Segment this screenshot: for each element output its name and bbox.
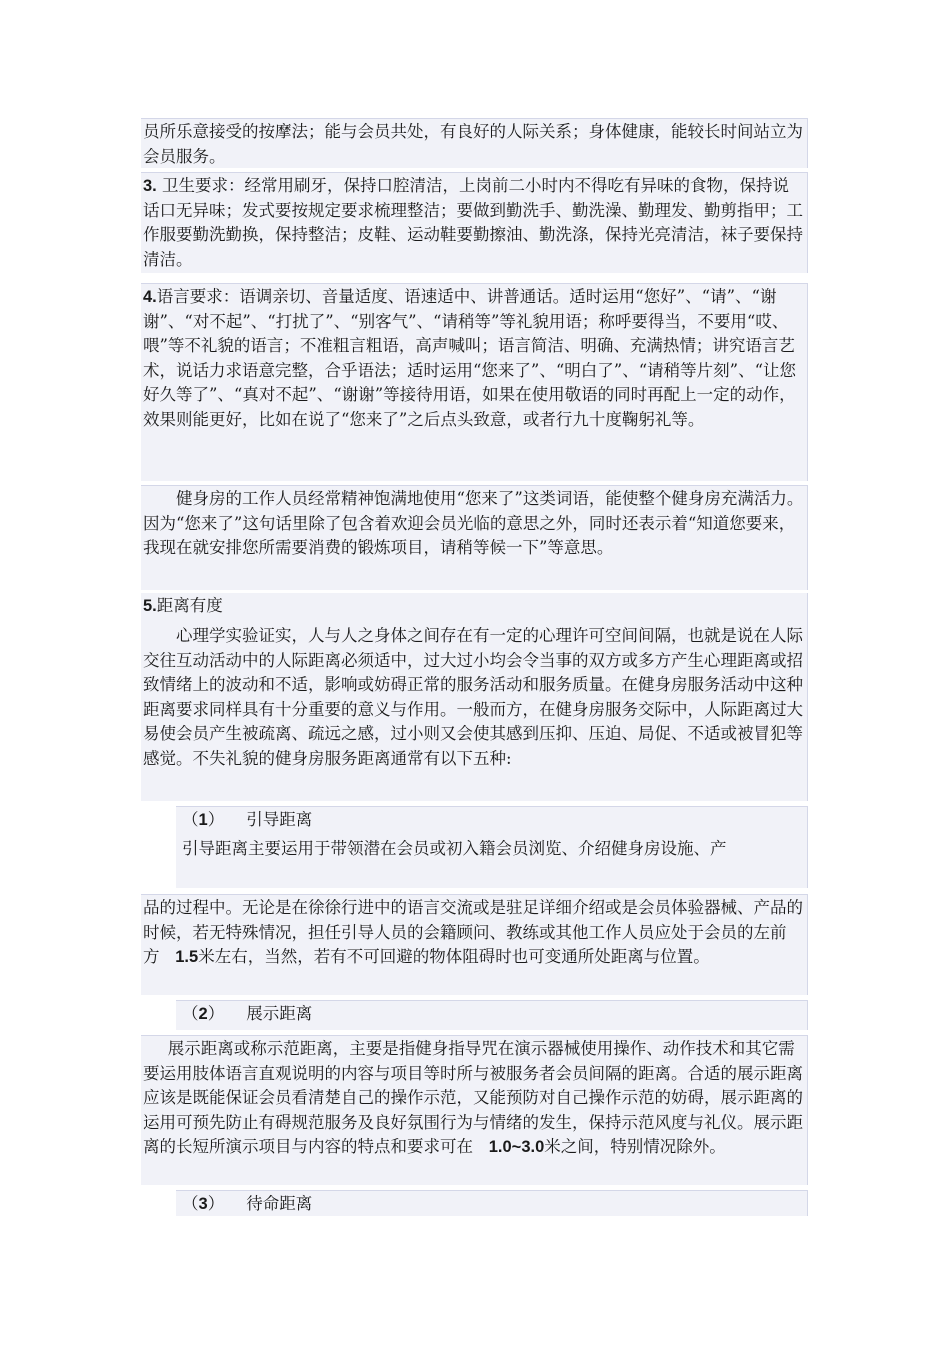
paragraph-guide-distance-part2: 品的过程中。无论是在徐徐行进中的语言交流或是驻足详细介绍或是会员体验器械、产品的时候，若无特殊情况，担任引导人员的会籍顾问、教练或其他工作人员应处于会员的左前方 1.5米左右，当然，若有不可回避的物体阻碍时也可变通所处距离与位置。 xyxy=(141,894,808,995)
paragraph-service-continuation: 员所乐意接受的按摩法；能与会员共处，有良好的人际关系；身体健康，能较长时间站立为会员服务。 xyxy=(141,118,808,168)
section-3-hygiene xyxy=(141,172,808,273)
section-4-language xyxy=(141,283,808,481)
subheading-title: 待命距离 xyxy=(246,1194,313,1213)
paragraph-guide-distance-part1: 引导距离主要运用于带领潜在会员或初入籍会员浏览、介绍健身房设施、产 xyxy=(176,836,808,888)
subheading-2: （2） 展示距离 xyxy=(176,1000,808,1030)
section-text: 卫生要求：经常用刷牙，保持口腔清洁，上岗前二小时内不得吃有异味的食物，保持说话口无异味；发式要按规定要求梳理整洁；要做到勤洗手、勤洗澡、勤理发、勤剪指甲；工作服要勤洗勤换，保持整洁；皮鞋、运动鞋要勤擦油、勤洗涤，保持光亮清洁，袜子要保持清洁。 xyxy=(143,176,803,269)
subheading-title: 展示距离 xyxy=(246,1004,313,1023)
section-number: 5. xyxy=(143,597,157,615)
guide-distance-value: 1.5 xyxy=(175,948,199,966)
paragraph-gym-vitality: 健身房的工作人员经常精神饱满地使用“您来了”这类词语，能使整个健身房充满活力。因为“您来了”这句话里除了包含着欢迎会员光临的意思之外，同时还表示着“知道您要来，我现在就安排您所需要消费的锻炼项目，请稍等候一下”等意思。 xyxy=(141,485,808,590)
section-number: 3. xyxy=(143,177,157,195)
paragraph-display-distance: 展示距离或称示范距离，主要是指健身指导咒在演示器械使用操作、动作技术和其它需要运用肢体语言直观说明的内容与项目等时所与被服务者会员间隔的距离。合适的展示距离应该是既能保证会员看清楚自己的操作示范，又能预防对自己操作示范的妨碍，展示距离的运用可预先防止有碍规范服务及良好氛围行为与情绪的发生，保持示范风度与礼仪。展示距离的长短所演示项目与内容的特点和要求可在 1.0~3.0米之间，特别情况除外。 xyxy=(141,1035,808,1185)
section-number: 4. xyxy=(143,288,157,306)
subheading-1: （1） 引导距离 xyxy=(176,806,808,836)
section-5-heading xyxy=(141,593,808,623)
display-distance-value: 1.0~3.0 xyxy=(488,1138,545,1156)
subheading-3: （3） 待命距离 xyxy=(176,1190,808,1216)
section-title: 距离有度 xyxy=(156,596,223,615)
paragraph-psychology-distance: 心理学实验证实，人与人之身体之间存在有一定的心理许可空间间隔，也就是说在人际交往互动活动中的人际距离必须适中，过大过小均会令当事的双方或多方产生心理距离或招致情绪上的波动和不适，影响或妨碍正常的服务活动和服务质量。在健身房服务活动中这种距离要求同样具有十分重要的意义与作用。一般而方，在健身房服务交际中，人际距离过大易使会员产生被疏离、疏远之感，过小则又会使其感到压抑、压迫、局促、不适或被冒犯等感觉。不失礼貌的健身房服务距离通常有以下五种: xyxy=(141,623,808,801)
subheading-title: 引导距离 xyxy=(246,810,313,829)
section-text: 语言要求：语调亲切、音量适度、语速适中、讲普通话。适时运用“您好”、“请”、“谢谢”、“对不起”、“打扰了”、“别客气”、“请稍等”等礼貌用语；称呼要得当，不要用“哎、喂”等不礼貌的语言；不准粗言粗语，高声喊叫；语言简洁、明确、充满热情；讲究语言艺术，说话力求语意完整，合乎语法；适时运用“您来了”、“明白了”、“请稍等片刻”、“让您好久等了”、“真对不起”、“谢谢”等接待用语，如果在使用敬语的同时再配上一定的动作，效果则能更好，比如在说了“您来了”之后点头致意，或者行九十度鞠躬礼等。 xyxy=(143,287,797,429)
